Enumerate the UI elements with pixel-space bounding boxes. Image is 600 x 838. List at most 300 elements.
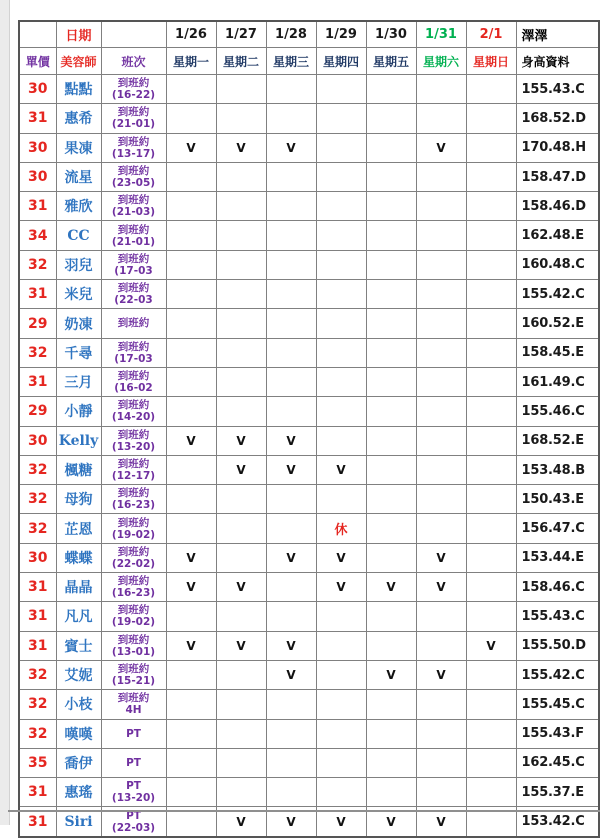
shift-line2: (13-20) — [111, 440, 156, 453]
empty-schedule-cell — [266, 719, 316, 748]
empty-schedule-cell — [466, 309, 516, 338]
shift-line2: (13-17) — [111, 147, 156, 160]
shift-cell — [101, 573, 166, 602]
stylist-name-cell: 蝶蝶 — [56, 543, 101, 572]
attendance-mark-cell: V — [266, 807, 316, 837]
attendance-mark-cell: V — [316, 455, 366, 484]
empty-schedule-cell — [266, 75, 316, 104]
shift-line2: (21-03) — [111, 206, 156, 219]
empty-schedule-cell — [216, 367, 266, 396]
empty-schedule-cell — [316, 75, 366, 104]
height-info-cell: 155.45.C — [516, 690, 599, 719]
price-cell: 32 — [19, 719, 56, 748]
empty-schedule-cell — [316, 250, 366, 279]
shift-cell — [101, 75, 166, 104]
shift-line1: 到班約 — [117, 194, 150, 207]
price-cell: 32 — [19, 690, 56, 719]
empty-schedule-cell — [366, 543, 416, 572]
shift-cell — [101, 162, 166, 191]
empty-schedule-cell — [316, 631, 366, 660]
empty-schedule-cell — [266, 602, 316, 631]
shift-line2: (15-21) — [111, 675, 156, 688]
empty-schedule-cell — [266, 221, 316, 250]
empty-schedule-cell — [166, 602, 216, 631]
stylist-name-cell: 喬伊 — [56, 748, 101, 777]
shift-line1: 到班約 — [117, 487, 150, 500]
empty-schedule-cell — [216, 104, 266, 133]
empty-schedule-cell — [366, 455, 416, 484]
empty-schedule-cell — [316, 104, 366, 133]
empty-schedule-cell — [316, 367, 366, 396]
empty-schedule-cell — [166, 690, 216, 719]
stylist-name-cell: 三月 — [56, 367, 101, 396]
empty-schedule-cell — [166, 221, 216, 250]
empty-schedule-cell — [166, 250, 216, 279]
table-row — [19, 690, 599, 719]
height-info-cell: 170.48.H — [516, 133, 599, 162]
table-row — [19, 602, 599, 631]
empty-schedule-cell — [216, 543, 266, 572]
empty-schedule-cell — [366, 309, 416, 338]
empty-schedule-cell — [166, 485, 216, 514]
shift-line1: 到班約 — [117, 545, 150, 558]
empty-schedule-cell — [166, 514, 216, 543]
shift-line2: (17-03 — [114, 264, 153, 277]
empty-schedule-cell — [216, 250, 266, 279]
attendance-mark-cell: V — [216, 573, 266, 602]
shift-line2: (19-02) — [111, 616, 156, 629]
attendance-mark-cell: V — [416, 573, 466, 602]
attendance-mark-cell: V — [266, 660, 316, 689]
empty-schedule-cell — [466, 133, 516, 162]
empty-schedule-cell — [366, 602, 416, 631]
shift-line1: 到班約 — [117, 516, 150, 529]
shift-line1: 到班約 — [117, 135, 150, 148]
table-row — [19, 397, 599, 426]
shift-line1: 到班約 — [117, 457, 150, 470]
price-cell: 32 — [19, 660, 56, 689]
empty-schedule-cell — [466, 192, 516, 221]
shift-column-header: 班次 — [101, 48, 166, 75]
shift-line1: PT — [126, 809, 141, 822]
empty-schedule-cell — [366, 280, 416, 309]
weekday-header: 星期日 — [466, 48, 516, 75]
empty-schedule-cell — [466, 104, 516, 133]
weekday-header: 星期四 — [316, 48, 366, 75]
header-row-dates — [19, 21, 599, 48]
attendance-mark-cell: V — [316, 807, 366, 837]
empty-schedule-cell — [266, 514, 316, 543]
height-info-cell: 153.44.E — [516, 543, 599, 572]
height-info-cell: 153.42.C — [516, 807, 599, 837]
shift-cell — [101, 455, 166, 484]
empty-schedule-cell — [466, 280, 516, 309]
empty-schedule-cell — [466, 338, 516, 367]
empty-schedule-cell — [416, 397, 466, 426]
empty-schedule-cell — [166, 455, 216, 484]
weekday-header: 星期三 — [266, 48, 316, 75]
attendance-mark-cell: V — [416, 660, 466, 689]
table-row — [19, 280, 599, 309]
shift-cell — [101, 778, 166, 807]
empty-schedule-cell — [266, 192, 316, 221]
attendance-mark-cell: V — [316, 543, 366, 572]
empty-schedule-cell — [216, 309, 266, 338]
empty-schedule-cell — [166, 367, 216, 396]
empty-schedule-cell — [316, 719, 366, 748]
price-cell: 32 — [19, 485, 56, 514]
shift-line2: (16-23) — [111, 499, 156, 512]
empty-schedule-cell — [166, 397, 216, 426]
empty-schedule-cell — [416, 162, 466, 191]
stylist-name-cell: 點點 — [56, 75, 101, 104]
stylist-name-cell: 米兒 — [56, 280, 101, 309]
shift-cell — [101, 104, 166, 133]
empty-schedule-cell — [266, 367, 316, 396]
empty-schedule-cell — [466, 690, 516, 719]
attendance-mark-cell: V — [216, 631, 266, 660]
schedule-table — [18, 20, 600, 838]
empty-schedule-cell — [316, 192, 366, 221]
attendance-mark-cell: V — [366, 807, 416, 837]
price-cell: 32 — [19, 514, 56, 543]
empty-schedule-cell — [316, 426, 366, 455]
shift-line1: 到班約 — [117, 317, 150, 330]
shift-line1: 到班約 — [117, 399, 150, 412]
shift-cell — [101, 485, 166, 514]
shift-cell — [101, 280, 166, 309]
empty-schedule-cell — [416, 221, 466, 250]
empty-schedule-cell — [366, 367, 416, 396]
table-row — [19, 250, 599, 279]
empty-schedule-cell — [166, 748, 216, 777]
height-info-cell: 155.43.C — [516, 602, 599, 631]
height-info-cell: 168.52.D — [516, 104, 599, 133]
price-cell: 32 — [19, 455, 56, 484]
attendance-mark-cell: V — [266, 455, 316, 484]
empty-schedule-cell — [266, 397, 316, 426]
price-cell: 34 — [19, 221, 56, 250]
empty-schedule-cell — [466, 426, 516, 455]
price-cell: 31 — [19, 573, 56, 602]
weekday-header: 星期一 — [166, 48, 216, 75]
shift-line2: (12-17) — [111, 470, 156, 482]
height-info-cell: 168.52.E — [516, 426, 599, 455]
date-header: 1/30 — [366, 21, 416, 48]
shift-line1: 到班約 — [117, 340, 150, 353]
empty-schedule-cell — [366, 397, 416, 426]
empty-schedule-cell — [416, 426, 466, 455]
table-row — [19, 719, 599, 748]
stylist-name-cell: 賓士 — [56, 631, 101, 660]
date-label-cell: 日期 — [56, 21, 101, 48]
table-row — [19, 660, 599, 689]
table-row — [19, 367, 599, 396]
empty-schedule-cell — [216, 748, 266, 777]
empty-schedule-cell — [466, 162, 516, 191]
shift-cell — [101, 660, 166, 689]
date-header: 2/1 — [466, 21, 516, 48]
shift-cell — [101, 192, 166, 221]
shift-cell — [101, 309, 166, 338]
empty-schedule-cell — [366, 514, 416, 543]
shift-cell — [101, 250, 166, 279]
empty-schedule-cell — [216, 778, 266, 807]
empty-schedule-cell — [466, 250, 516, 279]
empty-schedule-cell — [216, 690, 266, 719]
shift-line1: PT — [126, 756, 141, 769]
empty-schedule-cell — [466, 455, 516, 484]
empty-schedule-cell — [216, 75, 266, 104]
price-cell: 35 — [19, 748, 56, 777]
height-info-cell: 155.42.C — [516, 660, 599, 689]
shift-cell — [101, 748, 166, 777]
table-row — [19, 75, 599, 104]
empty-schedule-cell — [266, 778, 316, 807]
empty-schedule-cell — [366, 75, 416, 104]
price-cell: 29 — [19, 309, 56, 338]
shift-line2: (22-02) — [111, 557, 156, 570]
height-info-cell: 158.45.E — [516, 338, 599, 367]
schedule-body — [19, 75, 599, 837]
empty-cell — [101, 21, 166, 48]
stylist-name-cell: 惠瑤 — [56, 778, 101, 807]
attendance-mark-cell: V — [266, 133, 316, 162]
attendance-mark-cell: V — [216, 133, 266, 162]
empty-schedule-cell — [166, 104, 216, 133]
height-info-cell: 160.52.E — [516, 309, 599, 338]
shift-cell — [101, 338, 166, 367]
stylist-name-cell: 奶凍 — [56, 309, 101, 338]
empty-schedule-cell — [416, 748, 466, 777]
attendance-mark-cell: V — [266, 543, 316, 572]
empty-schedule-cell — [366, 250, 416, 279]
corner-right-label: 澤澤 — [516, 21, 599, 48]
height-info-cell: 153.48.B — [516, 455, 599, 484]
schedule-sheet — [18, 20, 600, 838]
empty-schedule-cell — [166, 162, 216, 191]
empty-schedule-cell — [416, 338, 466, 367]
empty-schedule-cell — [416, 192, 466, 221]
attendance-mark-cell: V — [316, 573, 366, 602]
shift-line1: 到班約 — [117, 164, 150, 177]
empty-schedule-cell — [166, 778, 216, 807]
empty-schedule-cell — [366, 221, 416, 250]
empty-schedule-cell — [416, 602, 466, 631]
attendance-mark-cell: V — [166, 543, 216, 572]
empty-schedule-cell — [266, 748, 316, 777]
height-info-cell: 156.47.C — [516, 514, 599, 543]
shift-cell — [101, 426, 166, 455]
table-row — [19, 514, 599, 543]
shift-line1: 到班約 — [117, 252, 150, 265]
empty-schedule-cell — [466, 367, 516, 396]
empty-schedule-cell — [166, 719, 216, 748]
price-column-header: 單價 — [19, 48, 56, 75]
shift-line1: PT — [126, 727, 141, 740]
empty-schedule-cell — [316, 338, 366, 367]
empty-schedule-cell — [266, 104, 316, 133]
empty-schedule-cell — [416, 778, 466, 807]
empty-schedule-cell — [416, 250, 466, 279]
stylist-name-cell: 晶晶 — [56, 573, 101, 602]
empty-schedule-cell — [466, 573, 516, 602]
price-cell: 31 — [19, 280, 56, 309]
date-header: 1/29 — [316, 21, 366, 48]
table-row — [19, 573, 599, 602]
empty-schedule-cell — [166, 660, 216, 689]
empty-schedule-cell — [366, 690, 416, 719]
price-cell: 31 — [19, 367, 56, 396]
empty-schedule-cell — [366, 426, 416, 455]
empty-schedule-cell — [316, 280, 366, 309]
empty-schedule-cell — [466, 221, 516, 250]
empty-schedule-cell — [466, 75, 516, 104]
date-header: 1/31 — [416, 21, 466, 48]
table-row — [19, 133, 599, 162]
empty-schedule-cell — [416, 690, 466, 719]
shift-line2: (13-01) — [111, 645, 156, 658]
shift-line1: 到班約 — [117, 633, 150, 646]
stylist-name-cell: Siri — [56, 807, 101, 837]
height-info-cell: 155.50.D — [516, 631, 599, 660]
empty-schedule-cell — [266, 338, 316, 367]
empty-schedule-cell — [466, 778, 516, 807]
empty-schedule-cell — [216, 485, 266, 514]
shift-line1: 到班約 — [117, 370, 150, 383]
price-cell: 30 — [19, 543, 56, 572]
empty-schedule-cell — [216, 660, 266, 689]
stylist-name-cell: 流星 — [56, 162, 101, 191]
attendance-mark-cell: V — [216, 455, 266, 484]
empty-schedule-cell — [166, 280, 216, 309]
height-info-cell: 158.46.D — [516, 192, 599, 221]
empty-schedule-cell — [166, 338, 216, 367]
shift-line2: (14-20) — [111, 411, 156, 424]
stylist-name-cell: 羽兒 — [56, 250, 101, 279]
empty-schedule-cell — [316, 778, 366, 807]
shift-line2: (16-22) — [111, 89, 156, 102]
height-info-cell: 155.42.C — [516, 280, 599, 309]
empty-schedule-cell — [416, 455, 466, 484]
empty-schedule-cell — [416, 514, 466, 543]
table-row — [19, 162, 599, 191]
shift-cell — [101, 719, 166, 748]
height-info-cell: 162.45.C — [516, 748, 599, 777]
shift-line1: 到班約 — [117, 106, 150, 119]
shift-cell — [101, 690, 166, 719]
shift-line2: 4H — [125, 704, 142, 717]
empty-schedule-cell — [366, 192, 416, 221]
weekday-header: 星期六 — [416, 48, 466, 75]
stylist-name-cell: 艾妮 — [56, 660, 101, 689]
empty-schedule-cell — [366, 162, 416, 191]
stylist-name-cell: 果凍 — [56, 133, 101, 162]
empty-schedule-cell — [366, 133, 416, 162]
empty-schedule-cell — [316, 133, 366, 162]
empty-schedule-cell — [316, 162, 366, 191]
shift-line2: (19-02) — [111, 528, 156, 541]
empty-schedule-cell — [266, 573, 316, 602]
price-cell: 31 — [19, 104, 56, 133]
shift-cell — [101, 602, 166, 631]
page-bottom-rule — [8, 810, 600, 812]
price-cell: 30 — [19, 426, 56, 455]
empty-schedule-cell — [466, 543, 516, 572]
shift-cell — [101, 221, 166, 250]
attendance-mark-cell: V — [416, 807, 466, 837]
empty-schedule-cell — [366, 104, 416, 133]
shift-line2: (23-05) — [111, 177, 156, 190]
empty-schedule-cell — [366, 485, 416, 514]
height-info-cell: 162.48.E — [516, 221, 599, 250]
table-row — [19, 104, 599, 133]
empty-schedule-cell — [416, 485, 466, 514]
empty-schedule-cell — [166, 192, 216, 221]
empty-schedule-cell — [266, 280, 316, 309]
table-row — [19, 631, 599, 660]
empty-schedule-cell — [316, 397, 366, 426]
price-cell: 31 — [19, 778, 56, 807]
table-row — [19, 485, 599, 514]
page-edge-strip — [0, 0, 10, 825]
empty-schedule-cell — [216, 221, 266, 250]
price-cell: 30 — [19, 162, 56, 191]
empty-schedule-cell — [416, 104, 466, 133]
stylist-name-cell: 母狗 — [56, 485, 101, 514]
empty-schedule-cell — [366, 748, 416, 777]
shift-line1: 到班約 — [117, 692, 150, 705]
empty-schedule-cell — [166, 309, 216, 338]
empty-schedule-cell — [216, 602, 266, 631]
shift-cell — [101, 397, 166, 426]
shift-line1: 到班約 — [117, 77, 150, 90]
shift-line1: 到班約 — [117, 604, 150, 617]
empty-schedule-cell — [266, 162, 316, 191]
table-row — [19, 192, 599, 221]
shift-cell — [101, 514, 166, 543]
table-row — [19, 543, 599, 572]
empty-schedule-cell — [316, 660, 366, 689]
empty-schedule-cell — [466, 719, 516, 748]
table-row — [19, 309, 599, 338]
height-info-cell: 155.37.E — [516, 778, 599, 807]
table-row — [19, 748, 599, 777]
shift-line1: 到班約 — [117, 282, 150, 295]
table-row — [19, 221, 599, 250]
empty-schedule-cell — [216, 162, 266, 191]
shift-cell — [101, 631, 166, 660]
corner-empty-cell — [19, 21, 56, 48]
shift-line2: (17-03 — [114, 352, 153, 365]
shift-line2: (22-03 — [114, 294, 153, 307]
attendance-mark-cell: V — [466, 631, 516, 660]
table-row — [19, 455, 599, 484]
empty-schedule-cell — [316, 690, 366, 719]
attendance-mark-cell: V — [166, 631, 216, 660]
stylist-name-cell: 凡凡 — [56, 602, 101, 631]
price-cell: 31 — [19, 631, 56, 660]
shift-line2: (16-02 — [114, 382, 153, 395]
empty-schedule-cell — [466, 748, 516, 777]
shift-line2: (22-03) — [111, 821, 156, 834]
empty-schedule-cell — [216, 338, 266, 367]
attendance-mark-cell: V — [216, 807, 266, 837]
empty-schedule-cell — [316, 485, 366, 514]
height-column-header: 身高資料 — [516, 48, 599, 75]
shift-cell — [101, 543, 166, 572]
rest-mark-cell: 休 — [316, 514, 366, 543]
